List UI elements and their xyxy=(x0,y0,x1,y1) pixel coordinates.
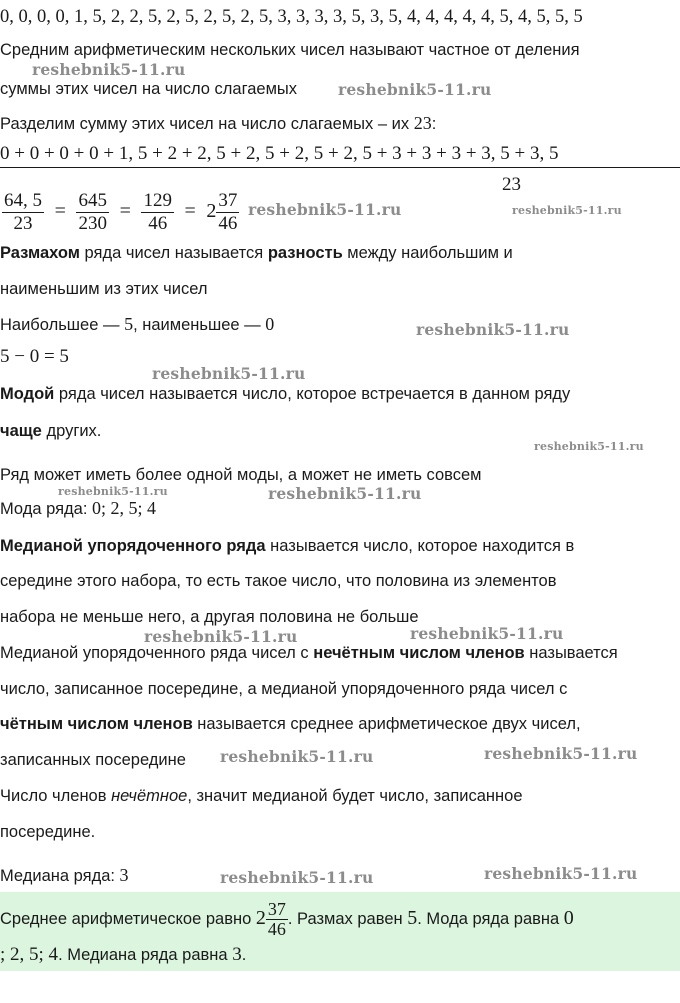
sum-denominator: 23 xyxy=(502,174,521,195)
watermark: reshebnik5-11.ru xyxy=(248,200,402,219)
median-odd-line1: Медианой упорядоченного ряда чисел с нечётным числом членов называется xyxy=(0,644,618,662)
range-calculation: 5 − 0 = 5 xyxy=(0,346,69,367)
watermark: reshebnik5-11.ru xyxy=(152,364,306,383)
mode-note: Ряд может иметь более одной моды, а может не иметь совсем xyxy=(0,466,482,484)
watermark: reshebnik5-11.ru xyxy=(410,624,564,643)
range-definition-line2: наименьшим из этих чисел xyxy=(0,280,208,298)
mode-result: Мода ряда: 0; 2, 5; 4 xyxy=(0,498,157,518)
mode-definition-line2: чаще других. xyxy=(0,422,102,440)
count-note-line2: посередине. xyxy=(0,823,96,841)
watermark: reshebnik5-11.ru xyxy=(338,80,492,99)
equals-sign: = xyxy=(184,199,196,222)
range-definition-line1: Размахом ряда чисел называется разность между наибольшим и xyxy=(0,244,513,262)
count-note-line1: Число членов нечётное, значит медианой будет число, записанное xyxy=(0,787,523,805)
answer-line2: ; 2, 5; 4. Медиана ряда равна 3. xyxy=(0,944,247,965)
watermark: reshebnik5-11.ru xyxy=(220,868,374,887)
mean-definition-line1: Средним арифметическим нескольких чисел называют частное от деления xyxy=(0,41,580,59)
median-odd-line2: число, записанное посередине, а медианой упорядоченного ряда чисел с xyxy=(0,680,568,698)
watermark: reshebnik5-11.ru xyxy=(144,627,298,646)
fraction-37-over-46: $\frac{37}{46}$ xyxy=(218,190,238,234)
data-series: 0, 0, 0, 0, 1, 5, 2, 2, 5, 2, 5, 2, 5, 2, 5, 3, 3, 3, 3, 5, 3, 5, 4, 4, 4, 4, 4, 5, 4, 5, 5, 5 xyxy=(0,7,583,27)
watermark: reshebnik5-11.ru xyxy=(58,485,168,498)
median-definition-line1: Медианой упорядоченного ряда называется число, которое находится в xyxy=(0,537,575,555)
sum-numerator: 0 + 0 + 0 + 0 + 1, 5 + 2 + 2, 5 + 2, 5 + 2, 5 + 2, 5 + 3 + 3 + 3 + 3, 5 + 3, 5 xyxy=(0,141,680,168)
watermark: reshebnik5-11.ru xyxy=(534,440,644,453)
equals-sign: = xyxy=(119,199,131,222)
fraction-129-over-46: $\frac{129}{46}$ xyxy=(143,190,172,234)
divide-count: 23 xyxy=(413,113,432,133)
answer-box xyxy=(0,892,680,971)
divide-text: Разделим сумму этих чисел на число слагаемых – их xyxy=(0,115,414,133)
equals-sign: = xyxy=(54,199,66,222)
divide-colon: : xyxy=(431,115,437,133)
answer-line1: Среднее арифметическое равно 2 $\frac{37}{46}$ . Размах равен 5. Мода ряда равна 0 xyxy=(0,899,574,939)
divide-instruction xyxy=(0,112,436,135)
mean-calculation xyxy=(2,190,239,235)
answer-fraction: $\frac{37}{46}$ xyxy=(267,899,286,939)
fraction-645-over-230: $\frac{645}{230}$ xyxy=(78,190,107,234)
median-definition-line3: набора не меньше него, а другая половина не больше xyxy=(0,608,419,626)
mode-definition-line1: Модой ряда чисел называется число, которое встречается в данном ряду xyxy=(0,385,571,403)
extremes: Наибольшее — 5, наименьшее — 0 xyxy=(0,314,275,334)
fraction-64-5-over-23: $\frac{64, 5}{23}$ xyxy=(4,190,42,234)
mixed-whole: 2 xyxy=(206,199,217,222)
watermark: reshebnik5-11.ru xyxy=(512,204,622,217)
watermark: reshebnik5-11.ru xyxy=(484,864,638,883)
median-definition-line2: середине этого набора, то есть такое число, что половина из элементов xyxy=(0,572,557,590)
watermark: reshebnik5-11.ru xyxy=(32,60,186,79)
mean-definition-line2: суммы этих чисел на число слагаемых xyxy=(0,80,298,98)
median-odd-line4: записанных посередине xyxy=(0,751,186,769)
median-result: Медиана ряда: 3 xyxy=(0,865,129,885)
watermark: reshebnik5-11.ru xyxy=(268,484,422,503)
watermark: reshebnik5-11.ru xyxy=(220,747,374,766)
watermark: reshebnik5-11.ru xyxy=(484,744,638,763)
watermark: reshebnik5-11.ru xyxy=(416,320,570,339)
median-odd-line3: чётным числом членов называется среднее арифметическое двух чисел, xyxy=(0,715,581,733)
